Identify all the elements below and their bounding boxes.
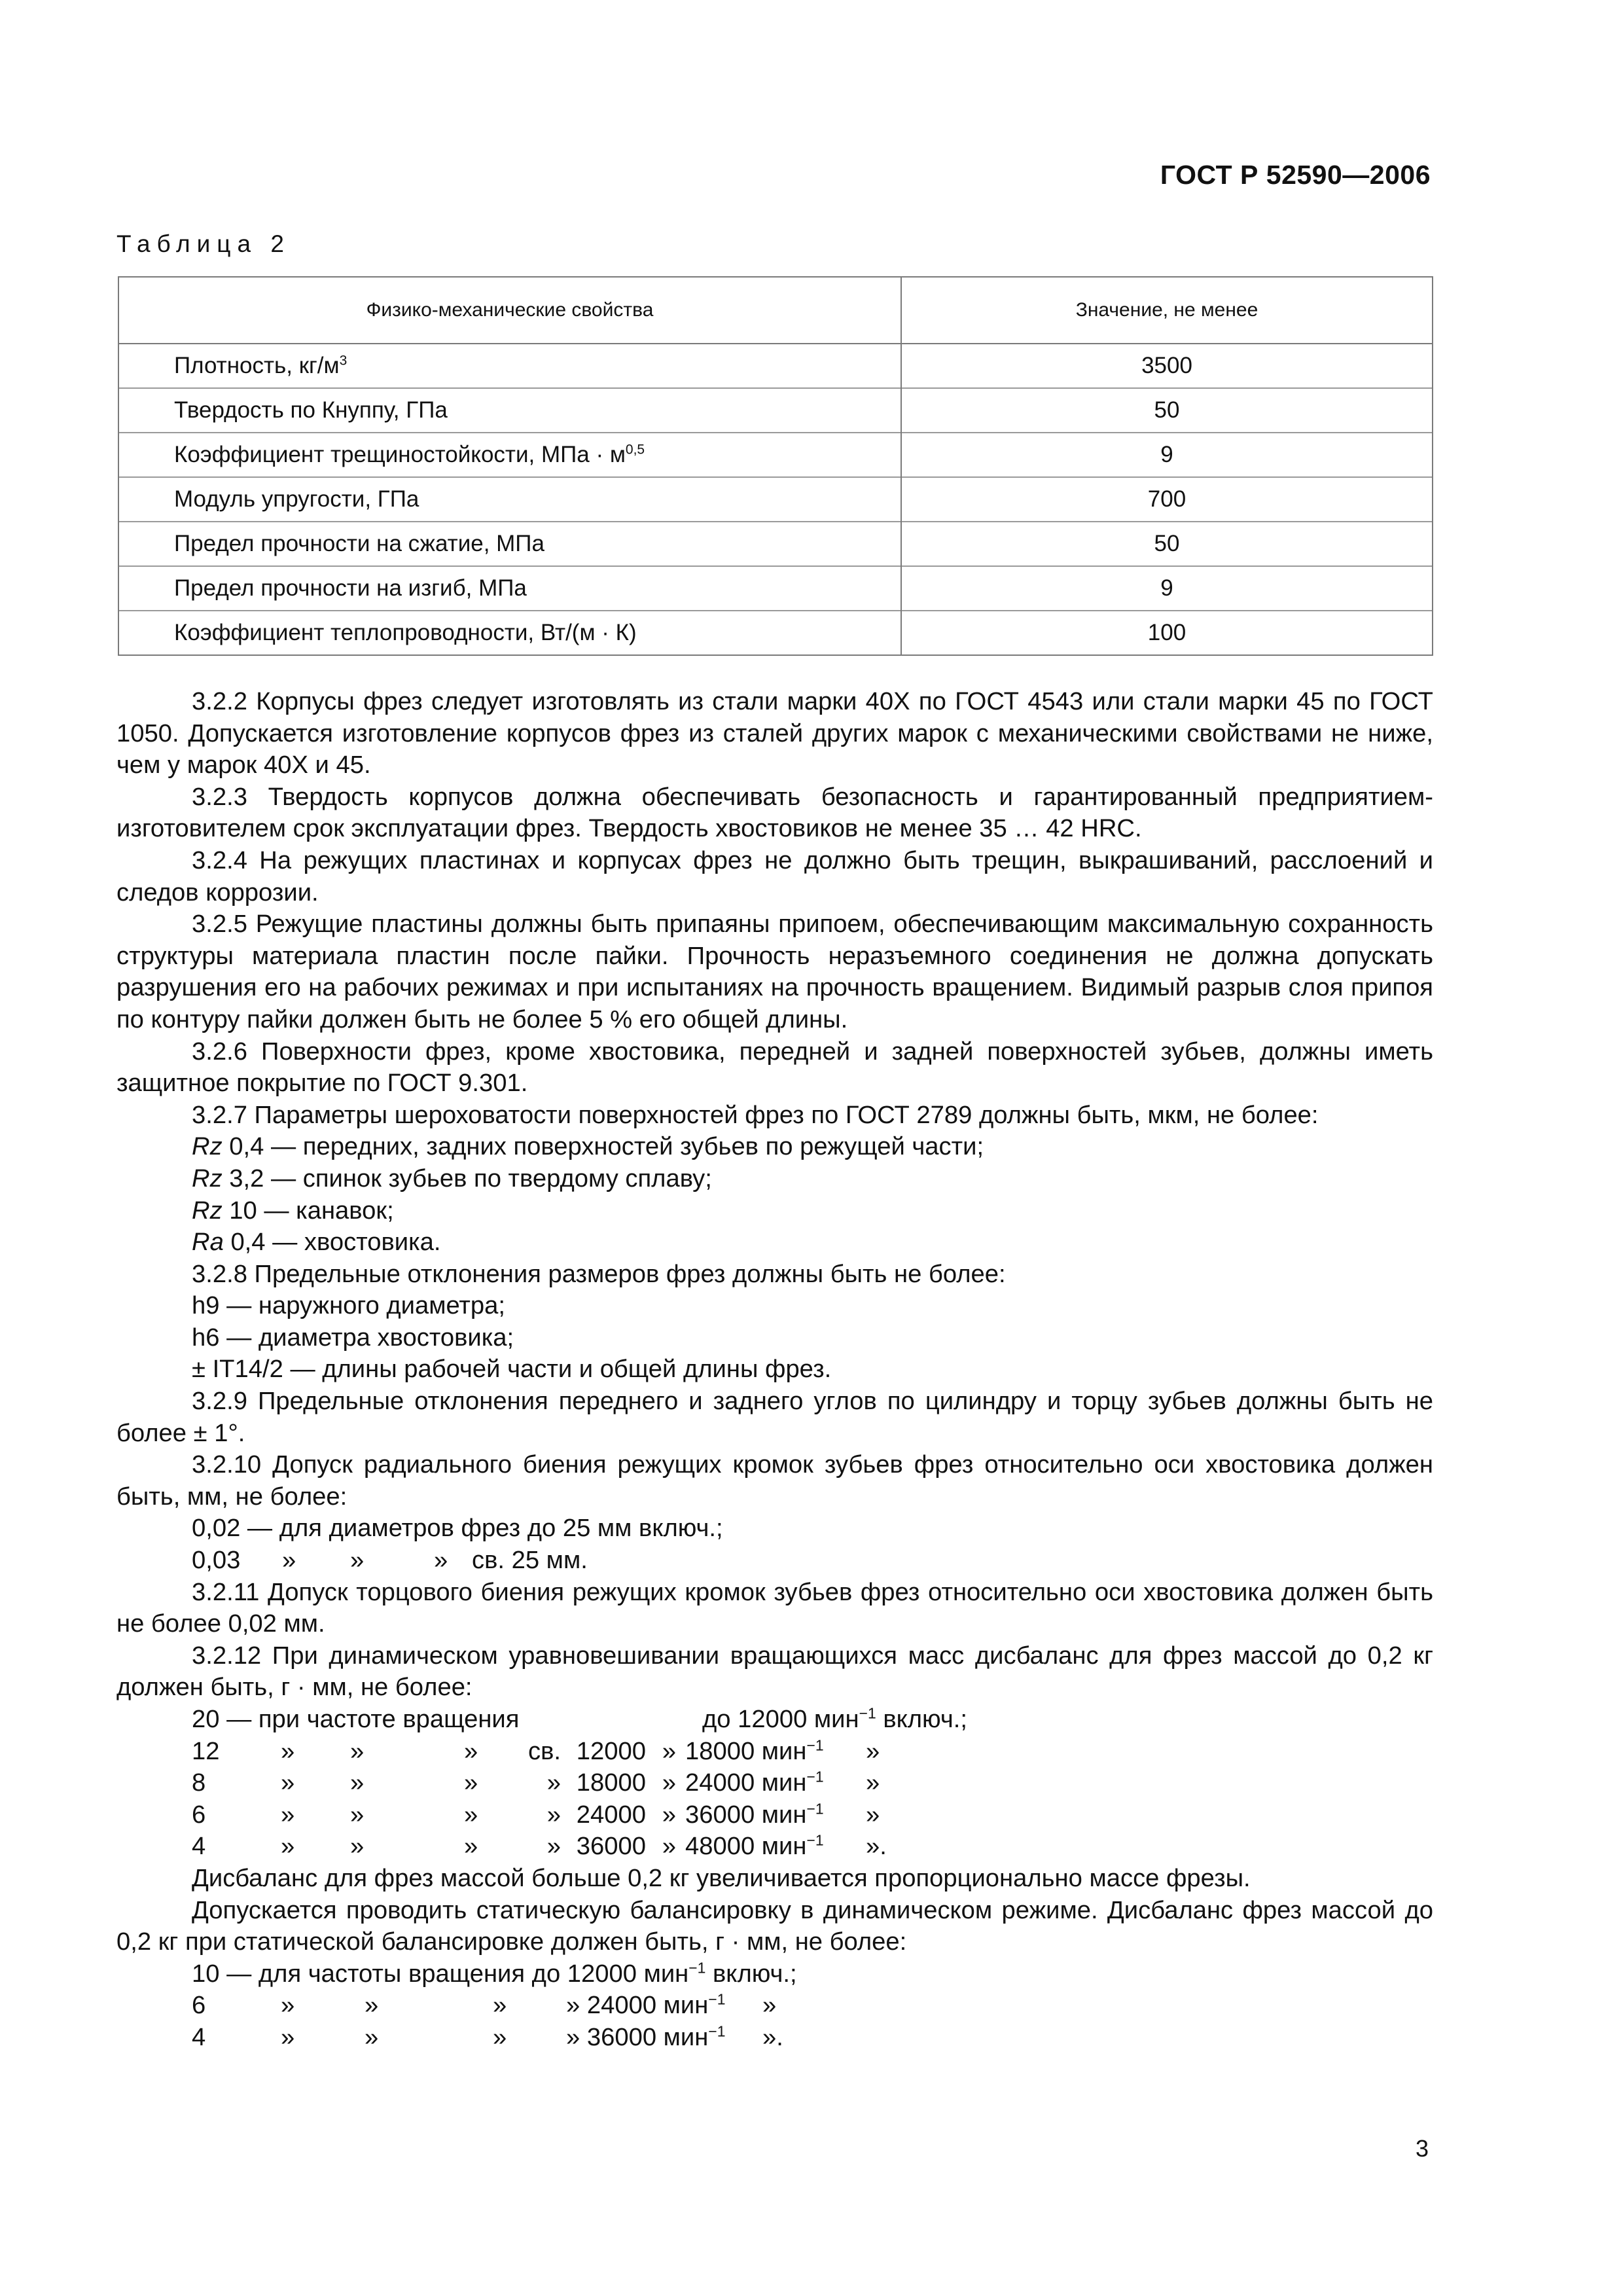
property-name [118, 433, 901, 477]
ditto-mark: » [662, 1832, 676, 1861]
imbalance-value: 4 [192, 1832, 206, 1861]
table-row [118, 433, 1433, 477]
property-value: 9 [901, 433, 1433, 477]
range-to-text: 36000 мин [685, 1800, 807, 1829]
range-prefix: » [546, 1800, 561, 1829]
range-to [676, 1767, 866, 1799]
property-name-text: Предел прочности на сжатие, МПа [174, 531, 544, 556]
paragraph-mass-imbalance: Дисбаланс для фрез массой больше 0,2 кг увеличивается пропорционально массе фрезы. [192, 1863, 1251, 1892]
ditto-mark: » [866, 1736, 880, 1765]
ditto-mark: » [662, 1800, 676, 1829]
range-prefix: » [566, 2022, 580, 2051]
imbalance-range: до 12000 мин [702, 1705, 859, 1733]
imbalance-row [116, 1831, 1433, 1863]
unit-exponent: 3 [339, 353, 348, 368]
static-imbalance-row-first [116, 1958, 1433, 1990]
unit-exponent: −1 [708, 1990, 726, 2008]
static-imbalance-row [116, 2022, 1433, 2054]
property-name-text: Коэффициент теплопроводности, Вт/(м · К) [174, 620, 637, 645]
column-header-property: Физико-механические свойства [118, 277, 901, 344]
ditto-mark: ». [866, 1832, 887, 1861]
roughness-item [116, 1227, 1433, 1259]
range-prefix: » [546, 1832, 561, 1861]
imbalance-value: 6 [192, 1991, 206, 2020]
ditto-mark: » [464, 1736, 478, 1765]
table-row [118, 522, 1433, 566]
unit-exponent: −1 [708, 2022, 726, 2040]
range-to [676, 1831, 866, 1863]
property-name-text: Плотность, кг/м [174, 353, 340, 378]
range-to [676, 1736, 866, 1768]
range-to [676, 1799, 866, 1831]
ditto-mark: » [350, 1768, 365, 1797]
ditto-mark: » [365, 2022, 379, 2051]
static-imbalance-table [116, 1990, 1433, 2053]
tolerance-item: h6 — диаметра хвостовика; [192, 1323, 514, 1352]
roughness-text: 0,4 — хвостовика. [223, 1228, 441, 1257]
imbalance-value: 6 [192, 1800, 206, 1829]
imbalance-row [116, 1736, 1433, 1768]
ditto-mark: » [350, 1546, 365, 1575]
ditto-mark: » [281, 1991, 295, 2020]
property-name-text: Твердость по Кнуппу, ГПа [174, 397, 448, 423]
table-caption: Таблица 2 [116, 230, 291, 257]
roughness-symbol: Rz [192, 1196, 223, 1225]
property-value: 9 [901, 566, 1433, 611]
ditto-mark: » [350, 1832, 365, 1861]
property-name [118, 522, 901, 566]
clause-3-2-11: 3.2.11 Допуск торцового биения режущих кромок зубьев фрез относительно оси хвостовика должен быть не более 0,02 мм. [116, 1577, 1433, 1638]
property-value: 3500 [901, 344, 1433, 388]
tolerance-list [116, 1290, 1433, 1386]
ditto-mark: » [662, 1768, 676, 1797]
ditto-mark: » [281, 2022, 295, 2051]
ditto-mark: » [493, 1991, 507, 2020]
range-to-text: 18000 мин [685, 1736, 807, 1765]
clause-3-2-4: 3.2.4 На режущих пластинах и корпусах фрез не должно быть трещин, выкрашиваний, расслоений и следов коррозии. [116, 846, 1433, 906]
roughness-symbol: Rz [192, 1132, 223, 1161]
static-imbalance-tail: включ.; [705, 1959, 797, 1988]
roughness-item [116, 1131, 1433, 1163]
range-to-text: 24000 мин [586, 1991, 709, 2020]
tolerance-item: ± IT14/2 — длины рабочей части и общей длины фрез. [192, 1355, 832, 1384]
ditto-mark: » [464, 1832, 478, 1861]
roughness-list [116, 1131, 1433, 1258]
clause-3-2-6: 3.2.6 Поверхности фрез, кроме хвостовика, передней и задней поверхностей зубьев, должны иметь защитное покрытие по ГОСТ 9.301. [116, 1037, 1433, 1098]
ditto-mark: ». [762, 2022, 783, 2051]
runout-text: св. 25 мм. [472, 1546, 588, 1575]
ditto-mark: » [464, 1800, 478, 1829]
imbalance-row [116, 1767, 1433, 1799]
range-prefix: » [566, 1991, 580, 2020]
imbalance-value: 4 [192, 2022, 206, 2051]
imbalance-value: 12 [192, 1736, 220, 1765]
tolerance-item: h9 — наружного диаметра; [192, 1291, 506, 1320]
property-name [118, 344, 901, 388]
paragraph-static-balancing: Допускается проводить статическую балансировку в динамическом режиме. Дисбаланс фрез массой до 0,2 кг при статической балансировке должен быть, г · мм, не более: [116, 1895, 1433, 1956]
table-row [118, 611, 1433, 655]
ditto-mark: » [282, 1546, 296, 1575]
clause-3-2-8: 3.2.8 Предельные отклонения размеров фрез должны быть не более: [192, 1259, 1006, 1288]
range-prefix: св. [528, 1736, 561, 1765]
roughness-symbol: Rz [192, 1164, 223, 1193]
clause-3-2-2: 3.2.2 Корпусы фрез следует изготовлять из стали марки 40Х по ГОСТ 4543 или стали марки 45 по ГОСТ 1050. Допускается изготовление корпусов фрез из сталей других марок с механическими свойствами не ниже, чем у марок 40Х и 45. [116, 687, 1433, 780]
ditto-mark: » [281, 1768, 295, 1797]
clause-3-2-12: 3.2.12 При динамическом уравновешивании вращающихся масс дисбаланс для фрез массой до 0,2 кг должен быть, г · мм, не более: [116, 1641, 1433, 1702]
static-imbalance-row [116, 1990, 1433, 2022]
range-prefix: » [546, 1768, 561, 1797]
roughness-symbol: Ra [192, 1228, 224, 1257]
clause-3-2-5: 3.2.5 Режущие пластины должны быть припаяны припоем, обеспечивающим максимальную сохранность структуры материала пластин после пайки. Прочность неразъемного соединения не должна допускать разрушения его на рабочих режимах и при испытаниях на прочность вращением. Видимый разрыв слоя припоя по контуру пайки должен быть не более 5 % его общей длины. [116, 910, 1433, 1033]
property-name-text: Модуль упругости, ГПа [174, 486, 419, 512]
range-to [566, 1990, 762, 2022]
dynamic-imbalance-table [116, 1736, 1433, 1863]
imbalance-tail: включ.; [876, 1705, 967, 1733]
range-from: 24000 [576, 1800, 646, 1829]
property-name-text: Предел прочности на изгиб, МПа [174, 575, 527, 601]
unit-exponent: −1 [806, 1736, 824, 1753]
roughness-text: 3,2 — спинок зубьев по твердому сплаву; [222, 1164, 712, 1193]
range-from: 12000 [576, 1736, 646, 1765]
property-name [118, 477, 901, 522]
unit-exponent: −1 [859, 1704, 876, 1722]
ditto-mark: » [662, 1736, 676, 1765]
ditto-mark: » [281, 1736, 295, 1765]
radial-runout-line-2 [116, 1545, 1433, 1577]
range-to-text: 36000 мин [586, 2022, 709, 2051]
table-row [118, 388, 1433, 433]
roughness-text: 0,4 — передних, задних поверхностей зубьев по режущей части; [222, 1132, 984, 1161]
ditto-mark: » [434, 1546, 448, 1575]
imbalance-value: 8 [192, 1768, 206, 1797]
imbalance-row [116, 1799, 1433, 1831]
clause-3-2-7: 3.2.7 Параметры шероховатости поверхностей фрез по ГОСТ 2789 должны быть, мкм, не более: [192, 1100, 1319, 1129]
roughness-item [116, 1195, 1433, 1227]
ditto-mark: » [464, 1768, 478, 1797]
property-name-text: Коэффициент трещиностойкости, МПа · м [174, 442, 626, 467]
unit-exponent: 0,5 [625, 442, 645, 457]
ditto-mark: » [281, 1800, 295, 1829]
document-body [116, 686, 1433, 2054]
ditto-mark: » [365, 1991, 379, 2020]
property-name [118, 611, 901, 655]
property-value: 50 [901, 388, 1433, 433]
dynamic-imbalance-row-first [116, 1704, 1433, 1736]
range-to-text: 48000 мин [685, 1832, 807, 1861]
range-to [566, 2022, 762, 2054]
unit-exponent: −1 [806, 1831, 824, 1849]
roughness-item [116, 1163, 1433, 1195]
ditto-mark: » [762, 1991, 777, 2020]
roughness-text: 10 — канавок; [222, 1196, 394, 1225]
property-value: 700 [901, 477, 1433, 522]
static-imbalance-text: 10 — для частоты вращения до 12000 мин [192, 1959, 689, 1988]
table-row [118, 566, 1433, 611]
ditto-mark: » [866, 1800, 880, 1829]
radial-runout-line-1: 0,02 — для диаметров фрез до 25 мм включ.; [192, 1514, 723, 1543]
clause-3-2-9: 3.2.9 Предельные отклонения переднего и заднего углов по цилиндру и торцу зубьев должны быть не более ± 1°. [116, 1387, 1433, 1447]
imbalance-label: 20 — при частоте вращения [192, 1705, 520, 1733]
range-from: 18000 [576, 1768, 646, 1797]
property-value: 100 [901, 611, 1433, 655]
column-header-value: Значение, не менее [901, 277, 1433, 344]
ditto-mark: » [350, 1736, 365, 1765]
table-row [118, 344, 1433, 388]
table-row [118, 477, 1433, 522]
ditto-mark: » [493, 2022, 507, 2051]
range-from: 36000 [576, 1832, 646, 1861]
document-code: ГОСТ Р 52590—2006 [1160, 160, 1431, 190]
ditto-mark: » [350, 1800, 365, 1829]
table-header-row [118, 277, 1433, 344]
ditto-mark: » [866, 1768, 880, 1797]
property-name [118, 388, 901, 433]
unit-exponent: −1 [806, 1800, 824, 1818]
unit-exponent: −1 [806, 1768, 824, 1785]
page-number: 3 [1415, 2135, 1429, 2162]
properties-table [118, 276, 1433, 656]
unit-exponent: −1 [688, 1959, 706, 1977]
property-value: 50 [901, 522, 1433, 566]
clause-3-2-3: 3.2.3 Твердость корпусов должна обеспечивать безопасность и гарантированный предприятием-изготовителем срок эксплуатации фрез. Твердость хвостовиков не менее 35 … 42 HRC. [116, 782, 1433, 843]
ditto-mark: » [281, 1832, 295, 1861]
property-name [118, 566, 901, 611]
range-to-text: 24000 мин [685, 1768, 807, 1797]
runout-value: 0,03 [192, 1546, 241, 1575]
clause-3-2-10: 3.2.10 Допуск радиального биения режущих кромок зубьев фрез относительно оси хвостовика должен быть, мм, не более: [116, 1450, 1433, 1511]
